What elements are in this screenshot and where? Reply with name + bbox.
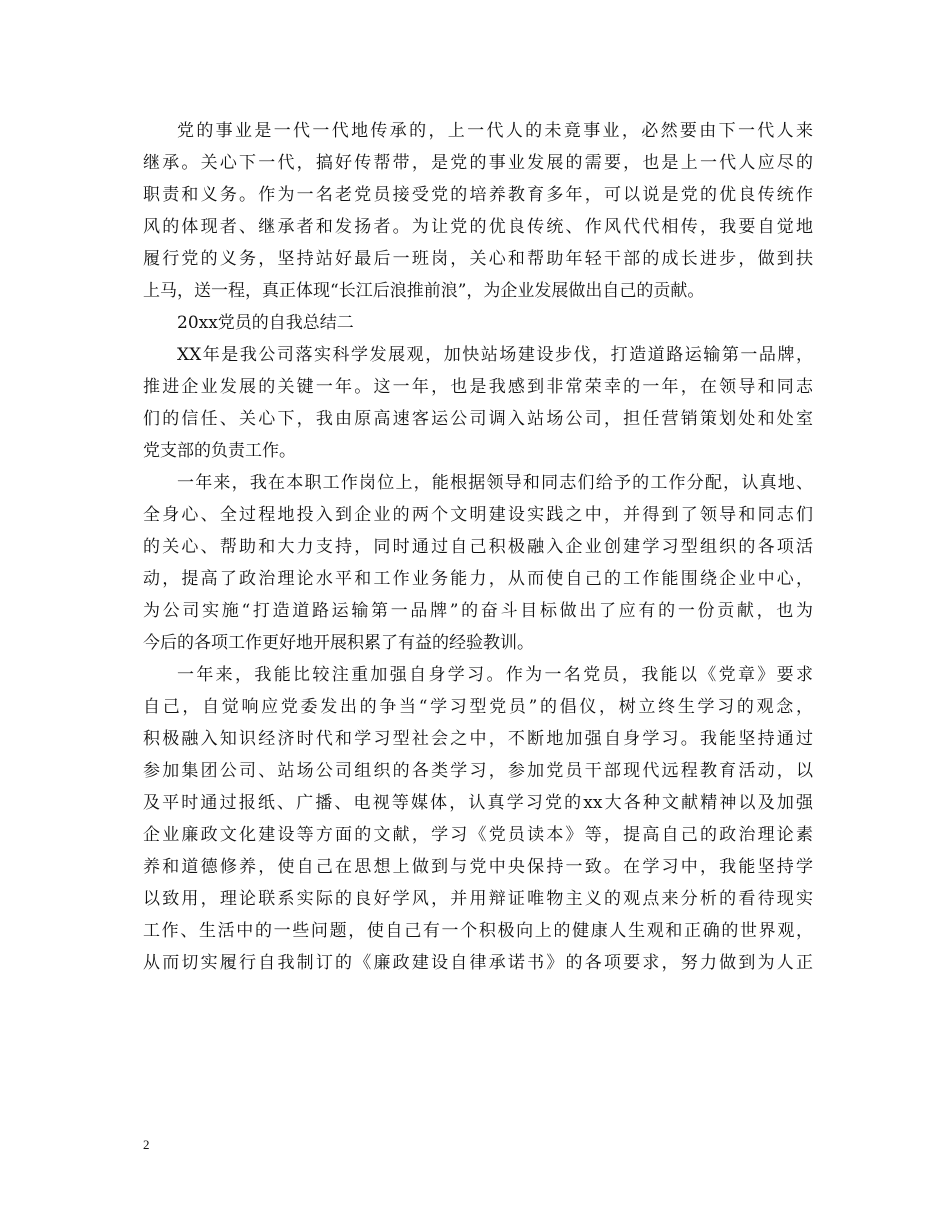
text-line: 风的体现者、继承者和发扬者。为让党的优良传统、作风代代相传，我要自觉地 bbox=[143, 217, 813, 237]
text-line: 自己，自觉响应党委发出的争当“学习型党员”的倡仪，树立终生学习的观念， bbox=[143, 697, 813, 717]
text-line: 党支部的负责工作。 bbox=[143, 441, 296, 461]
section-heading: 20xx党员的自我总结二 bbox=[177, 313, 354, 333]
text-line: 上马，送一程，真正体现“长江后浪推前浪”，为企业发展做出自己的贡献。 bbox=[143, 281, 705, 301]
text-line: 的关心、帮助和大力支持，同时通过自己积极融入企业创建学习型组织的各项活 bbox=[143, 537, 813, 557]
text-line: 今后的各项工作更好地开展积累了有益的经验教训。 bbox=[143, 633, 534, 653]
text-line: 全身心、全过程地投入到企业的两个文明建设实践之中，并得到了领导和同志们 bbox=[143, 505, 813, 525]
text-line: XX年是我公司落实科学发展观，加快站场建设步伐，打造道路运输第一品牌， bbox=[177, 345, 813, 365]
text-line: 工作、生活中的一些问题，使自己有一个积极向上的健康人生观和正确的世界观， bbox=[143, 921, 813, 941]
text-line: 企业廉政文化建设等方面的文献，学习《党员读本》等，提高自己的政治理论素 bbox=[143, 825, 813, 845]
text-line: 以致用，理论联系实际的良好学风，并用辩证唯物主义的观点来分析的看待现实 bbox=[143, 889, 813, 909]
text-line: 推进企业发展的关键一年。这一年，也是我感到非常荣幸的一年，在领导和同志 bbox=[143, 377, 813, 397]
text-line: 参加集团公司、站场公司组织的各类学习，参加党员干部现代远程教育活动，以 bbox=[143, 761, 813, 781]
text-line: 动，提高了政治理论水平和工作业务能力，从而使自己的工作能围绕企业中心， bbox=[143, 569, 813, 589]
text-line: 养和道德修养，使自己在思想上做到与党中央保持一致。在学习中，我能坚持学 bbox=[143, 857, 813, 877]
text-line: 从而切实履行自我制订的《廉政建设自律承诺书》的各项要求，努力做到为人正 bbox=[143, 953, 813, 973]
text-line: 一年来，我能比较注重加强自身学习。作为一名党员，我能以《党章》要求 bbox=[177, 665, 813, 685]
text-line: 为公司实施“打造道路运输第一品牌”的奋斗目标做出了应有的一份贡献，也为 bbox=[143, 601, 813, 621]
page-number: 2 bbox=[143, 1137, 150, 1152]
text-line: 们的信任、关心下，我由原高速客运公司调入站场公司，担任营销策划处和处室 bbox=[143, 409, 813, 429]
text-line: 履行党的义务，坚持站好最后一班岗，关心和帮助年轻干部的成长进步，做到扶 bbox=[143, 249, 813, 269]
text-line: 及平时通过报纸、广播、电视等媒体，认真学习党的xx大各种文献精神以及加强 bbox=[143, 793, 813, 813]
body-text bbox=[143, 115, 813, 979]
text-line: 继承。关心下一代，搞好传帮带，是党的事业发展的需要，也是上一代人应尽的 bbox=[143, 153, 813, 173]
text-line: 职责和义务。作为一名老党员接受党的培养教育多年，可以说是党的优良传统作 bbox=[143, 185, 813, 205]
text-line: 党的事业是一代一代地传承的，上一代人的未竟事业，必然要由下一代人来 bbox=[177, 121, 813, 141]
text-line: 一年来，我在本职工作岗位上，能根据领导和同志们给予的工作分配，认真地、 bbox=[177, 473, 813, 493]
text-line: 积极融入知识经济时代和学习型社会之中，不断地加强自身学习。我能坚持通过 bbox=[143, 729, 813, 749]
